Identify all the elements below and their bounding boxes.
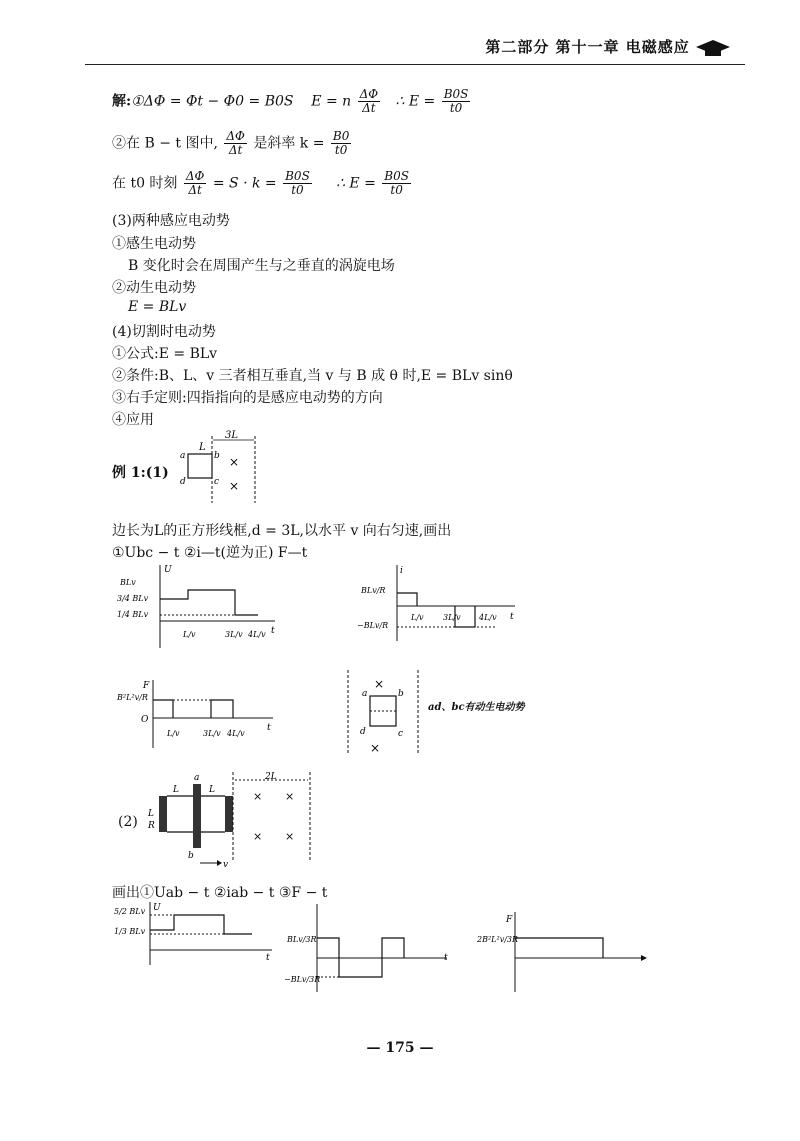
label-L: L (199, 442, 206, 453)
s-times-k: = S · k = (212, 175, 277, 192)
solution-line-1 (112, 88, 472, 115)
t-label: t (444, 953, 448, 963)
solution-line-2 (112, 130, 353, 157)
graph-i-t-2 (282, 902, 467, 994)
i-series-pos (397, 593, 417, 606)
at-t0: 在 t0 时刻 (112, 175, 178, 192)
therefore-e: ∴ E = (395, 93, 436, 110)
solution-line-3 (112, 170, 413, 197)
label-L-left: L (148, 809, 154, 819)
den: Δt (228, 143, 243, 157)
label-c: c (214, 477, 220, 487)
delta-phi-eq: ①ΔΦ = Φt − Φ0 = B0S (131, 93, 294, 110)
example-description: 边长为L的正方形线框,d = 3L,以水平 v 向右匀速,画出 (112, 523, 452, 539)
frac-b0s-t0 (442, 88, 471, 115)
label-b: b (214, 451, 220, 461)
label-R: R (148, 821, 155, 831)
den: t0 (449, 101, 463, 115)
t-label: t (266, 953, 270, 963)
label-a: a (194, 773, 200, 783)
num: B0S (443, 87, 469, 101)
graduation-cap-icon (696, 39, 730, 57)
label-a: a (362, 689, 368, 699)
num: B0 (332, 129, 350, 143)
den: Δt (188, 183, 202, 197)
origin-label: O (141, 715, 149, 725)
label-L-top-1: L (173, 785, 179, 795)
frac-b0s-t0-3 (382, 170, 411, 197)
den: Δt (362, 101, 376, 115)
field-cross-1: × (229, 455, 240, 469)
t-label: t (271, 626, 275, 636)
tick-y-top: 5/2 BLv (114, 907, 146, 916)
field-cross-2: × (229, 479, 240, 493)
label-c: c (398, 729, 404, 739)
item-1: ①感生电动势 (112, 236, 196, 252)
tick-x2: 3L/v (203, 729, 221, 738)
label-a: a (180, 451, 186, 461)
num: ΔΦ (226, 129, 245, 143)
f-series-2 (211, 700, 233, 718)
emf-eq: E = n (311, 93, 352, 110)
num: B0S (384, 169, 409, 183)
item-0: (3)两种感应电动势 (112, 213, 230, 229)
field-cross-2: × (285, 790, 295, 803)
tick-y-neg: −BLv/R (357, 621, 389, 630)
frac-b0s-t0-2 (283, 170, 312, 197)
u-series (150, 915, 252, 934)
field-cross-bottom: × (370, 741, 381, 755)
tick-x2: 3L/v (443, 613, 461, 622)
item-2: B 变化时会在周围产生与之垂直的涡旋电场 (128, 258, 395, 274)
running-header (485, 36, 730, 57)
tick-y-low: 1/4 BLv (117, 610, 149, 619)
page-number: — 175 — (366, 1040, 434, 1056)
f-series-1 (153, 700, 173, 718)
tick-y-neg: −BLv/3R (284, 975, 321, 984)
label-L-top-2: L (209, 785, 215, 795)
field-cross-top: × (374, 677, 385, 691)
tick-x3: 4L/v (248, 630, 266, 639)
label-d: d (180, 477, 186, 487)
tick-y-val: 2B²L²v/3R (477, 935, 519, 944)
frac-dphi-dt-3 (184, 170, 207, 197)
left-resistor (159, 796, 167, 832)
example-square-figure (175, 428, 265, 508)
tick-y-pos: BLv/3R (287, 935, 317, 944)
graph-f-t-1 (115, 678, 280, 753)
frac-dphi-dt-2 (224, 130, 247, 157)
graph-u-t-1 (115, 563, 280, 653)
part2-figure (145, 770, 320, 870)
y-label: U (164, 565, 172, 575)
y-label: F (506, 915, 513, 925)
t-label: t (267, 723, 271, 733)
part2-tasks: 画出①Uab − t ②iab − t ③F − t (112, 885, 328, 901)
den: t0 (291, 183, 304, 197)
num: ΔΦ (359, 87, 379, 101)
label-2L: 2L (265, 772, 277, 782)
t-label: t (510, 612, 514, 622)
slope-k: 是斜率 k = (253, 135, 325, 152)
item-8: ③右手定则:四指指向的是感应电动势的方向 (112, 390, 383, 406)
velocity-arrow-head (217, 860, 222, 866)
item-4: E = BLv (128, 299, 187, 315)
y-label: U (153, 903, 161, 913)
field-cross-3: × (253, 830, 263, 843)
header-rule (85, 64, 745, 65)
tick-x1: L/v (411, 613, 424, 622)
label-3L: 3L (225, 430, 239, 441)
num: ΔΦ (185, 169, 205, 183)
side-note: ad、bc有动生电动势 (428, 702, 525, 713)
part2-label: (2) (118, 814, 138, 830)
tick-x1: L/v (183, 630, 196, 639)
item-3: ②动生电动势 (112, 280, 196, 296)
slope-text: ②在 B − t 图中, (112, 135, 218, 152)
graph-u-t-2 (112, 900, 282, 970)
tick-x3: 4L/v (227, 729, 245, 738)
tick-y-low: 1/3 BLv (114, 927, 146, 936)
item-6: ①公式:E = BLv (112, 346, 218, 362)
field-cross-4: × (285, 830, 295, 843)
den: t0 (334, 143, 348, 157)
tick-y-top: BLv (120, 578, 136, 587)
f-series (515, 938, 603, 958)
label-v: v (223, 860, 229, 870)
tick-y-val: B²L²v/R (117, 693, 148, 702)
x-axis-arrow (641, 955, 647, 961)
tick-x3: 4L/v (479, 613, 497, 622)
solution-prefix: 解: (112, 93, 132, 110)
tick-x2: 3L/v (225, 630, 243, 639)
y-label: i (400, 566, 403, 576)
right-resistor (225, 796, 233, 832)
y-label: F (143, 681, 150, 691)
square-loop (188, 454, 212, 478)
item-5: (4)切割时电动势 (112, 324, 216, 340)
sliding-rod (193, 784, 201, 848)
frac-dphi-dt (358, 88, 381, 115)
tick-y-pos: BLv/R (361, 586, 386, 595)
tick-x1: L/v (167, 729, 180, 738)
example-label: 例 1:(1) (112, 465, 169, 481)
u-series (160, 590, 258, 615)
label-d: d (360, 727, 366, 737)
example-tasks: ①Ubc − t ②i—t(逆为正) F—t (112, 545, 308, 561)
frac-b0-t0 (331, 130, 351, 157)
field-cross-1: × (253, 790, 263, 803)
item-7: ②条件:B、L、v 三者相互垂直,当 v 与 B 成 θ 时,E = BLv sinθ (112, 368, 513, 384)
label-b: b (188, 851, 194, 861)
label-b: b (398, 689, 404, 699)
graph-i-t-1 (355, 563, 520, 643)
loop-in-field-figure (340, 668, 430, 756)
tick-y-mid: 3/4 BLv (117, 594, 149, 603)
num: B0S (285, 169, 310, 183)
den: t0 (390, 183, 403, 197)
item-9: ④应用 (112, 412, 154, 428)
therefore-e-2: ∴ E = (336, 175, 376, 192)
graph-f-t-2 (475, 910, 650, 995)
header-text: 第二部分 第十一章 电磁感应 (485, 38, 690, 56)
